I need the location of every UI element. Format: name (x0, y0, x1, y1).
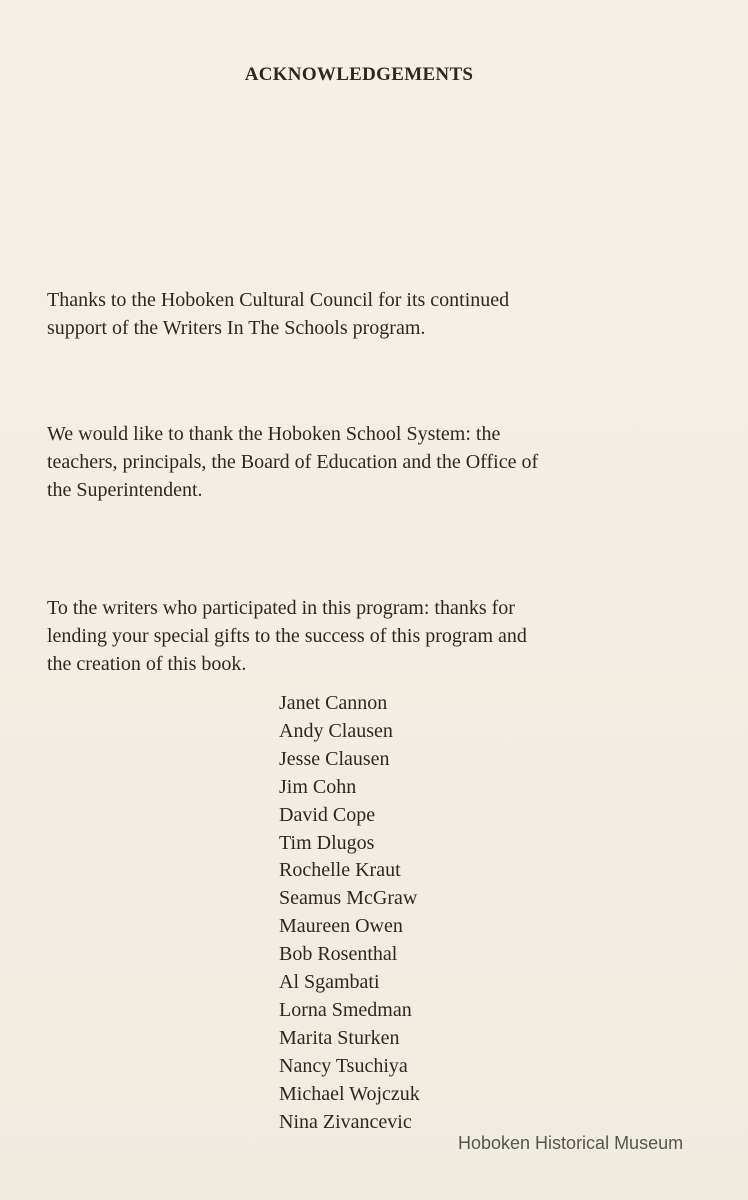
writer-name: Bob Rosenthal (279, 943, 398, 966)
museum-watermark: Hoboken Historical Museum (458, 1133, 684, 1153)
page-title: ACKNOWLEDGEMENTS (244, 64, 474, 85)
writer-name: Nancy Tsuchiya (279, 1054, 408, 1077)
paragraph-line: the creation of this book. (47, 653, 247, 675)
paragraph-line: the Superintendent. (47, 479, 203, 501)
writer-name: Rochelle Kraut (279, 859, 401, 882)
paragraph-cultural-council (47, 286, 669, 342)
paragraph-writers-thanks (47, 594, 669, 678)
writers-list (279, 690, 420, 1137)
writer-name: Nina Zivancevic (279, 1110, 412, 1133)
paragraph-line: support of the Writers In The Schools program. (47, 317, 426, 339)
writer-name: Jesse Clausen (279, 747, 390, 770)
paragraph-school-system (47, 420, 669, 504)
paragraph-line: To the writers who participated in this program: thanks for (47, 597, 515, 619)
writer-name: Tim Dlugos (279, 831, 375, 854)
writer-name: David Cope (279, 803, 376, 826)
writer-name: Marita Sturken (279, 1026, 400, 1049)
paragraph-line: teachers, principals, the Board of Education and the Office of (47, 451, 539, 473)
writer-name: Janet Cannon (279, 692, 388, 714)
writer-name: Seamus McGraw (279, 887, 418, 910)
paragraph-line: We would like to thank the Hoboken School System: the (47, 423, 501, 445)
writer-name: Maureen Owen (279, 915, 403, 938)
writer-name: Al Sgambati (279, 971, 380, 994)
paragraph-line: lending your special gifts to the success of this program and (47, 625, 527, 647)
writer-name: Lorna Smedman (279, 998, 412, 1021)
paragraph-line: Thanks to the Hoboken Cultural Council for its continued (47, 289, 510, 311)
writer-name: Andy Clausen (279, 719, 393, 742)
writer-name: Michael Wojczuk (279, 1082, 420, 1105)
writer-name: Jim Cohn (279, 775, 357, 798)
